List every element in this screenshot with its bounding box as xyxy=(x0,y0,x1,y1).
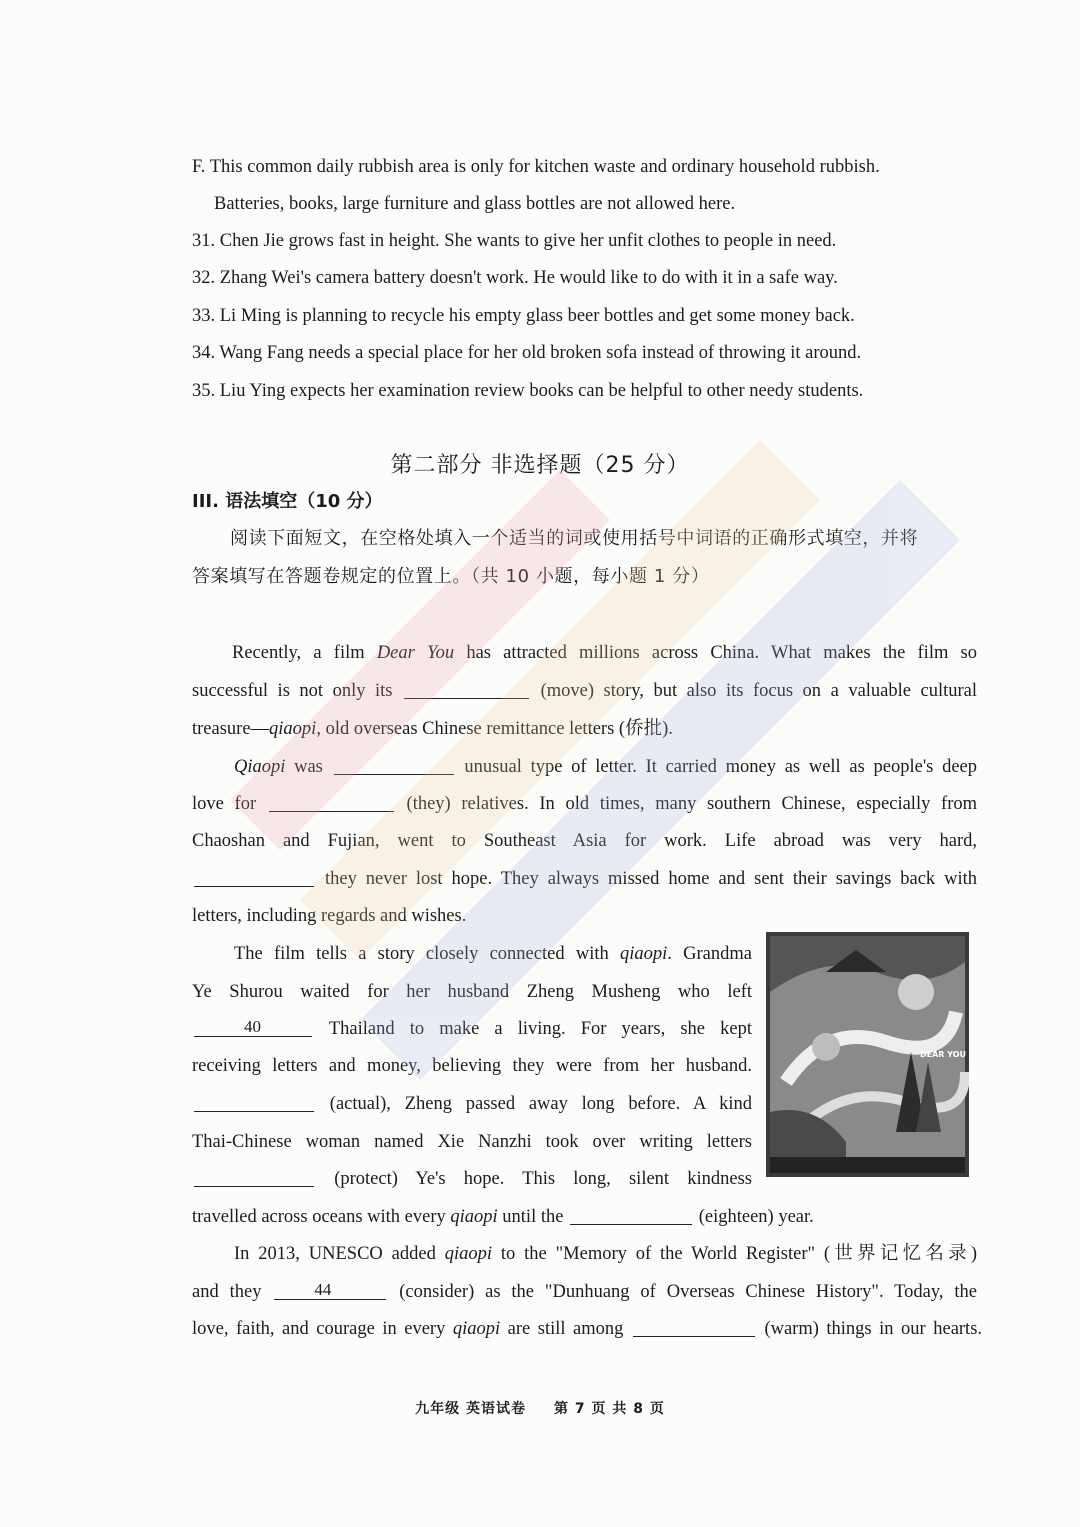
qiaopi-word: qiaopi xyxy=(450,1207,498,1227)
p3-line6: Thai-Chinese woman named Xie Nanzhi took over writing letters xyxy=(192,1132,752,1152)
question-35: 35. Liu Ying expects her examination review books can be helpful to other needy students. xyxy=(192,381,864,401)
blank-38[interactable] xyxy=(269,795,394,812)
blank-37[interactable] xyxy=(334,758,454,775)
text: travelled across oceans with every xyxy=(192,1207,451,1227)
section-title: 第二部分 非选择题（25 分） xyxy=(390,453,690,478)
blank-number: 44 xyxy=(314,1280,332,1299)
blank-41[interactable] xyxy=(194,1095,314,1112)
text: (warm) things in our hearts. xyxy=(764,1319,983,1339)
p3-line7 xyxy=(192,1167,752,1191)
p2-line1 xyxy=(234,755,977,779)
p1-line1 xyxy=(232,641,977,665)
p1-line3 xyxy=(192,717,673,741)
text: (actual), Zheng passed away long before. A kind xyxy=(329,1094,752,1114)
p4-line3 xyxy=(192,1317,982,1341)
option-f-line1: F. This common daily rubbish area is only for kitchen waste and ordinary household rubbish. xyxy=(192,157,880,177)
blank-43[interactable] xyxy=(570,1208,692,1225)
qiaopi-word: qiaopi xyxy=(452,1319,501,1339)
p3-line3 xyxy=(192,1017,752,1041)
question-31: 31. Chen Jie grows fast in height. She wants to give her unfit clothes to people in need. xyxy=(192,231,837,251)
p2-line2 xyxy=(192,792,977,816)
text: , old overseas Chinese remittance letters (侨批). xyxy=(316,719,673,739)
text: until the xyxy=(497,1207,564,1227)
film-poster-image xyxy=(766,932,969,1177)
p3-line5 xyxy=(192,1092,752,1116)
text: The film tells a story closely connected with xyxy=(234,944,620,964)
text: they never lost hope. They always missed home and sent their savings back with xyxy=(324,869,978,889)
blank-36[interactable] xyxy=(404,682,529,699)
text: are still among xyxy=(500,1319,624,1339)
blank-number: 40 xyxy=(244,1017,261,1036)
p2-line5: letters, including regards and wishes. xyxy=(192,906,467,926)
footer-page: 第 7 页 共 8 页 xyxy=(554,1401,665,1417)
text: Recently, a film xyxy=(232,643,377,663)
blank-45[interactable] xyxy=(633,1320,755,1337)
text: Thailand to make a living. For years, she kept xyxy=(328,1019,752,1039)
text: has attracted millions across China. What makes the film so xyxy=(454,643,977,663)
qiaopi-word: qiaopi xyxy=(619,944,668,964)
text: love, faith, and courage in every xyxy=(192,1319,453,1339)
part3-heading: III. 语法填空（10 分） xyxy=(192,491,383,512)
qiaopi-word: qiaopi xyxy=(269,719,317,739)
p3-line1 xyxy=(234,942,752,966)
text: In 2013, UNESCO added xyxy=(234,1244,445,1264)
text: (eighteen) year. xyxy=(698,1207,814,1227)
text: was xyxy=(285,757,323,777)
question-34: 34. Wang Fang needs a special place for her old broken sofa instead of throwing it around. xyxy=(192,343,862,363)
text: (protect) Ye's hope. This long, silent kindness xyxy=(334,1169,752,1189)
text: . Grandma xyxy=(667,944,752,964)
p4-line2 xyxy=(192,1280,977,1304)
blank-40[interactable] xyxy=(194,1017,312,1037)
text: (consider) as the "Dunhuang of Overseas Chinese History". Today, the xyxy=(399,1282,978,1302)
p2-line4 xyxy=(192,867,977,891)
blank-39[interactable] xyxy=(194,870,314,887)
text: (they) relatives. In old times, many southern Chinese, especially from xyxy=(406,794,977,814)
p3-line8 xyxy=(192,1205,814,1229)
text: (move) story, but also its focus on a valuable cultural xyxy=(540,681,978,701)
p1-line2 xyxy=(192,679,977,703)
poster-title: DEAR YOU xyxy=(920,1050,967,1059)
instruction-line1: 阅读下面短文，在空格处填入一个适当的词或使用括号中词语的正确形式填空，并将 xyxy=(230,528,919,549)
footer-grade: 九年级 英语试卷 xyxy=(415,1401,526,1417)
question-32: 32. Zhang Wei's camera battery doesn't work. He would like to do with it in a safe way. xyxy=(192,268,838,288)
p3-line2: Ye Shurou waited for her husband Zheng Musheng who left xyxy=(192,982,752,1002)
qiaopi-word: qiaopi xyxy=(444,1244,492,1264)
p4-line1 xyxy=(234,1242,977,1266)
p3-line4: receiving letters and money, believing they were from her husband. xyxy=(192,1056,752,1076)
text: unusual type of letter. It carried money as well as people's deep xyxy=(464,757,978,777)
option-f-line2: Batteries, books, large furniture and glass bottles are not allowed here. xyxy=(214,194,736,214)
film-title: Dear You xyxy=(376,643,455,663)
text: love for xyxy=(192,794,257,814)
instruction-line2: 答案填写在答题卷规定的位置上。（共 10 小题，每小题 1 分） xyxy=(192,566,710,587)
text: successful is not only its xyxy=(192,681,393,701)
qiaopi-word: Qiaopi xyxy=(234,757,286,777)
text: treasure— xyxy=(192,719,270,739)
blank-42[interactable] xyxy=(194,1170,314,1187)
text: and they xyxy=(192,1282,262,1302)
text: to the "Memory of the World Register" (世界记忆名录) xyxy=(492,1244,977,1264)
page-footer xyxy=(0,1398,1080,1418)
blank-44[interactable] xyxy=(274,1280,386,1300)
p2-line3: Chaoshan and Fujian, went to Southeast Asia for work. Life abroad was very hard, xyxy=(192,831,977,851)
question-33: 33. Li Ming is planning to recycle his empty glass beer bottles and get some money back. xyxy=(192,306,855,326)
